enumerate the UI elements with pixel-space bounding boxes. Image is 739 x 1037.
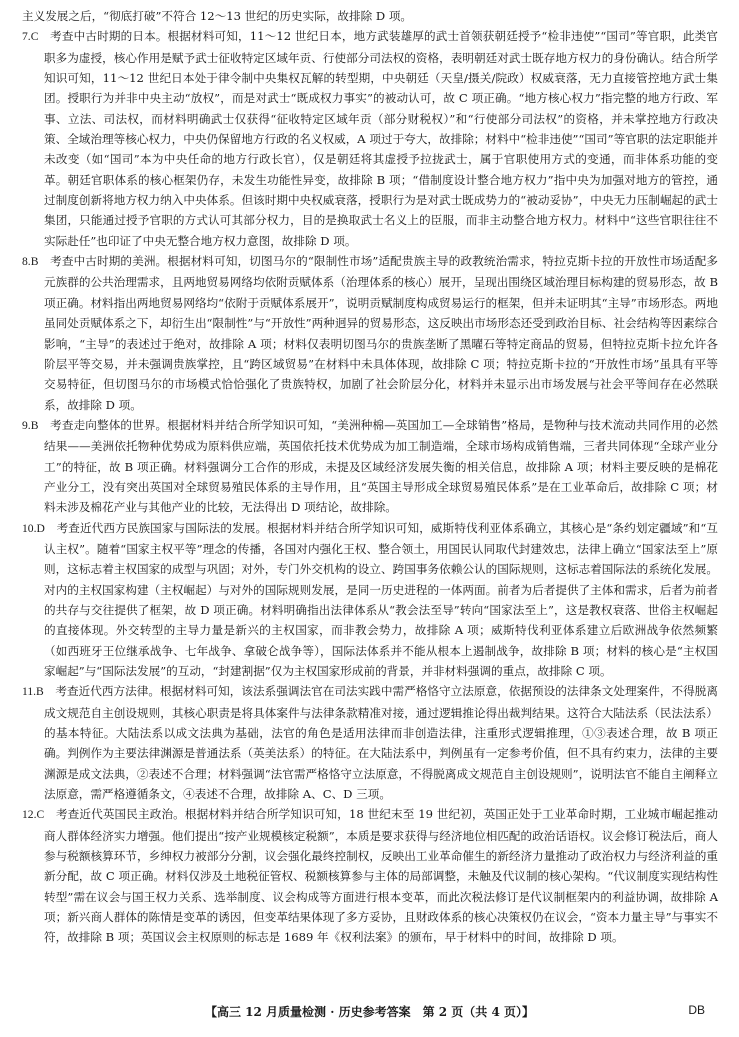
answer-explanation: 考查走向整体的世界。根据材料并结合所学知识可知，“美洲种棉—英国加工—全球销售”格局，是物种与技术流动共同作用的必然结果——美洲依托物种优势成为原料供应端，英国依托技术优势成为加工制造端，全球市场构成销售端，三者共同体现“全球产业分工”的特征，故 B 项正确。材料强调分工合作的形成，未提及区域经济发展失衡的相关信息，故排除 A 项；材料主要反映的是棉花产业分工，没有突出英国对全球贸易殖民体系的主导作用，且“英国主导形成全球贸易殖民体系”是在工业革命后，故排除 C 项；材料未涉及棉花产业与其他产业的比较，无法得出 D 项结论，故排除。 (44, 417, 718, 515)
answer-number: 9.B (22, 418, 39, 432)
footer-code: DB (688, 1003, 705, 1017)
answer-item (22, 804, 718, 947)
answer-explanation: 考查中古时期的日本。根据材料可知，11～12 世纪日本，地方武装雄厚的武士首领获朝廷授予“检非违使”“国司”等官职，此类官职多为虚授，核心作用是赋予武士征收特定区域年贡、行使部分司法权的资格，表明朝廷对武士既存地方权力的身份确认。结合所学知识可知，11～12 世纪日本处于律令制中央集权瓦解的转型期，中央朝廷（天皇/摄关/院政）权威衰落，无力直接管控地方武士集团。授职行为并非中央主动“放权”，而是对武士“既成权力事实”的被动认可，故 C 项正确。“地方核心权力”指完整的地方行政、军事、立法、司法权，而材料明确武士仅获得“征收特定区域年贡（部分财税权）”和“行使部分司法权”的资格，并未掌控地方行政决策、全域治理等核心权力，中央仍保留地方行政的名义权威，A 项过于夸大，故排除；材料中“检非违使”“国司”等官职的法定职能并未改变（如“国司”本为中央任命的地方行政长官），仅是朝廷将其虚授予拉拢武士，属于官职使用方式的变通，而非体系功能的变革。朝廷官职体系的核心框架仍存，未发生功能性异变，故排除 B 项；“借制度设计整合地方权力”指中央为加强对地方的管控，通过制度创新将地方权力纳入中央体系。但该时期中央权威衰落，授职行为是对武士既成势力的“被动妥协”，中央无力压制崛起的武士集团，只能通过授予官职的方式认可其部分权力，目的是换取武士名义上的臣服，而非主动整合地方权力。材料中“这些官职往往不实际赴任”也印证了中央无整合地方权力意图，故排除 D 项。 (44, 29, 718, 248)
answer-content (22, 6, 718, 948)
answer-number: 8.B (22, 255, 39, 269)
answer-items (22, 26, 718, 947)
footer-title: 【高三 12 月质量检测 · 历史参考答案 第 2 页（共 4 页）】 (204, 1005, 534, 1019)
answer-item (22, 26, 718, 251)
intro-paragraph: 主义发展之后，“彻底打破”不符合 12～13 世纪的历史实际，故排除 D 项。 (22, 9, 413, 23)
answer-explanation: 考查中古时期的美洲。根据材料可知，切图马尔的“限制性市场”适配贵族主导的政教统治需求，特拉克斯卡拉的开放性市场适配多元族群的公共治理需求，且两地贸易网络均依附贡赋体系（治理体系的核心）展开，呈现出围绕区域治理目标构建的贸易形态，故 B 项正确。材料指出两地贸易网络均“依附于贡赋体系展开”，说明贡赋制度构成贸易运行的框架，但并未证明其“主导”市场形态。两地虽同处贡赋体系之下，却衍生出“限制性”与“开放性”两种迥异的贸易形态，这反映出市场形态还受到政治目标、社会结构等因素综合影响，“主导”的表述过于绝对，故排除 A 项；材料仅表明切图马尔的贵族垄断了黑曜石等特定商品的贸易，但特拉克斯卡拉允许各阶层平等交易，并未强调贵族掌控，且“跨区域贸易”在材料中未具体体现，故排除 C 项；特拉克斯卡拉的“开放性市场”虽具有平等交易特征，但切图马尔的市场模式恰恰强化了贵族特权，加剧了社会阶层分化，材料并未显示出市场发展与社会平等间存在必然联系，故排除 D 项。 (44, 254, 718, 412)
answer-number: 7.C (22, 30, 39, 44)
answer-item (22, 518, 718, 682)
answer-number: 10.D (22, 521, 45, 535)
answer-item (22, 415, 718, 518)
answer-explanation: 考查近代西方民族国家与国际法的发展。根据材料并结合所学知识可知，威斯特伐利亚体系确立，其核心是“条约划定疆域”和“互认主权”。随着“国家主权平等”理念的传播，各国对内强化王权、整合领土，用国民认同取代封建效忠，法律上确立“国家法至上”原则，这标志着主权国家的成型与巩固；对外，专门外交机构的设立、跨国事务依赖公认的国际规则，这标志着国际法的系统化发展。对内的主权国家构建（主权崛起）与对外的国际规则发展，是同一历史进程的一体两面。前者为后者提供了主体和需求，后者为前者的共存与交往提供了框架，故 D 项正确。材料明确指出法律体系从“教会法至导”转向“国家法至上”，这是教权衰落、世俗主权崛起的直接体现。外交转型的主导力量是新兴的主权国家，而非教会势力，故排除 A 项；威斯特伐利亚体系建立后欧洲战争依然频繁（如西班牙王位继承战争、七年战争、拿破仑战争等），国际法体系并不能从根本上遏制战争，故排除 B 项；材料的核心是“主权国家崛起”与“国际法发展”的互动，“封建割据”仅为主权国家形成前的背景，并非材料强调的重点，故排除 C 项。 (44, 520, 718, 678)
answer-item (22, 681, 718, 804)
answer-explanation: 考查近代英国民主政治。根据材料并结合所学知识可知，18 世纪末至 19 世纪初，英国正处于工业革命时期，工业城市崛起推动商人群体经济实力增强。他们提出“按产业规模核定税额”，本质是要求获得与经济地位相匹配的政治话语权。议会修订税法后，商人参与税额核算环节，乡绅权力被部分分割，议会强化最终控制权，反映出工业革命催生的新经济力量推动了政治权力与经济利益的重新分配，故 C 项正确。材料仅涉及土地税征管权、税额核算参与主体的局部调整，未触及代议制的核心架构。“代议制度实现结构性转型”需在议会与国王权力关系、选举制度、议会构成等方面进行根本变革，而此次税法修订是代议制框架内的利益协调，故排除 A 项；新兴商人群体的陈情是变革的诱因，但变革结果体现了多方妥协，且财政体系的核心决策权仍在议会，“资本力量主导”与事实不符，故排除 B 项；英国议会主权原则的标志是 1689 年《权利法案》的颁布，早于材料中的时间，故排除 D 项。 (44, 807, 718, 945)
answer-number: 11.B (22, 685, 44, 699)
answer-item (22, 251, 718, 415)
answer-explanation: 考查近代西方法律。根据材料可知，该法系强调法官在司法实践中需严格恪守立法原意，依据预设的法律条文处理案件，不得脱离成文规范自主创设规则，其核心职责是将具体案件与法律条款精准对接，通过逻辑推论得出裁判结果。这符合大陆法系（民法法系）的基本特征。大陆法系以成文法典为基础，法官的角色是适用法律而非创造法律，注重形式逻辑推理，①③表述合理，故 B 项正确。判例作为主要法律渊源是普通法系（英美法系）的特征。在大陆法系中，判例虽有一定参考价值，但不具有约束力，法律的主要渊源是成文法典，②表述不合理；材料强调“法官需严格恪守立法原意，不得脱离成文规范自主创设规则”，说明法官不能自主阐释立法原意，需严格遵循条文，④表述不合理，故排除 A、C、D 三项。 (44, 684, 718, 802)
answer-number: 12.C (22, 808, 45, 822)
